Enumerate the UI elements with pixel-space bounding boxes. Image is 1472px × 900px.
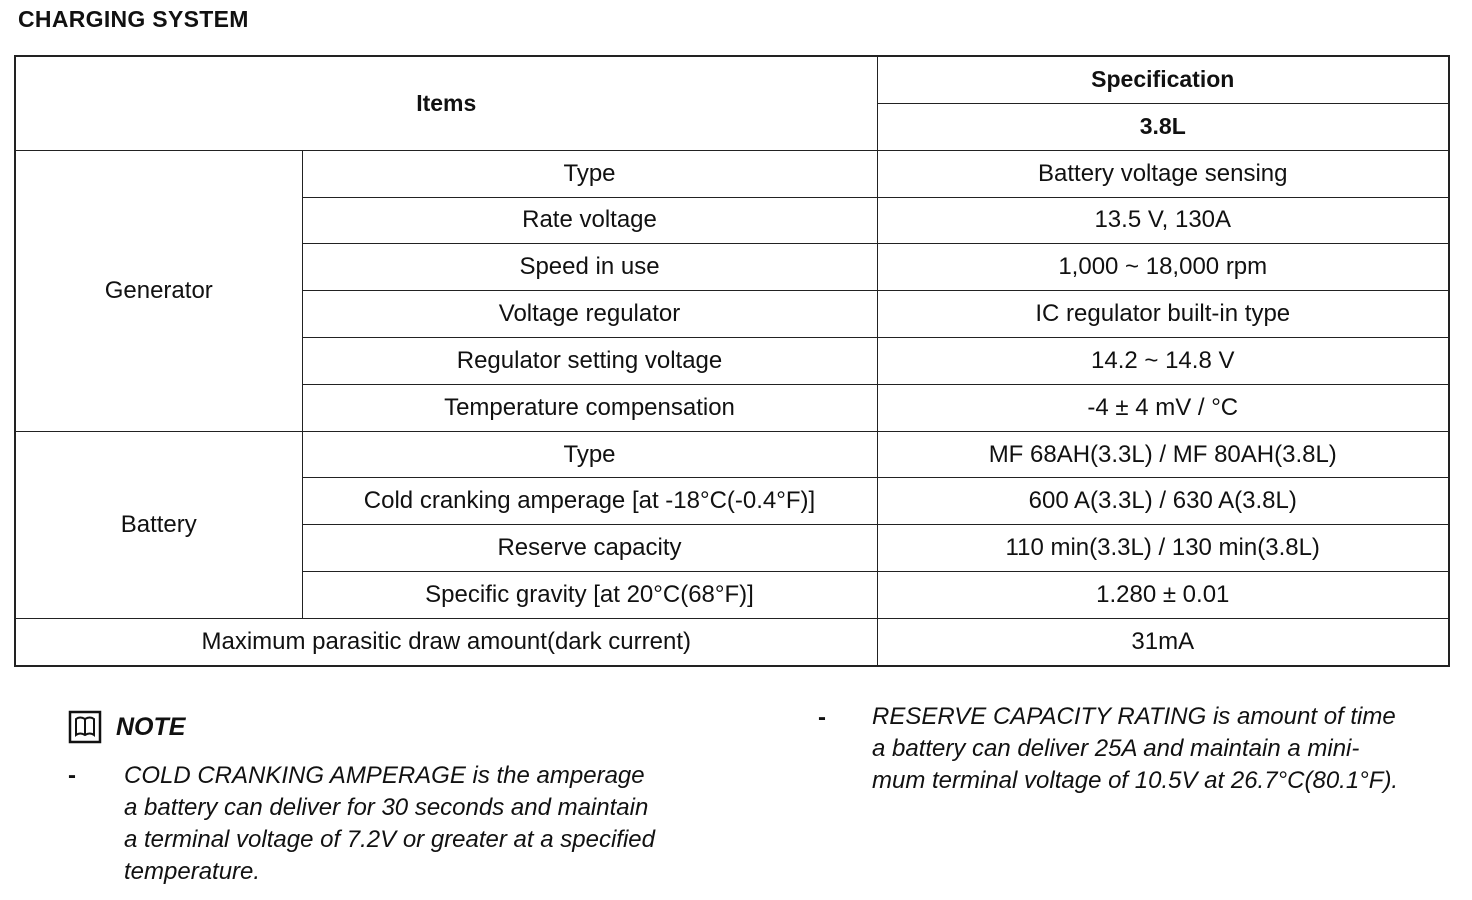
note-line: a battery can deliver 25A and maintain a mini- <box>872 735 1360 762</box>
table-row <box>15 150 1449 197</box>
spec-table <box>14 55 1450 667</box>
note-label: NOTE <box>116 712 186 741</box>
value-cell: 14.2 ~ 14.8 V <box>877 338 1449 385</box>
value-cell: 13.5 V, 130A <box>877 197 1449 244</box>
value-cell: -4 ± 4 mV / °C <box>877 384 1449 431</box>
item-cell: Temperature compensation <box>302 384 877 431</box>
value-cell: IC regulator built-in type <box>877 291 1449 338</box>
bullet: - <box>818 704 826 731</box>
note-line: mum terminal voltage of 10.5V at 26.7°C(80.1°F). <box>872 767 1399 794</box>
header-engine: 3.8L <box>877 103 1449 150</box>
item-cell: Type <box>302 150 877 197</box>
group-battery: Battery <box>15 431 302 618</box>
value-cell: 600 A(3.3L) / 630 A(3.8L) <box>877 478 1449 525</box>
value-cell: 1,000 ~ 18,000 rpm <box>877 244 1449 291</box>
value-cell: MF 68AH(3.3L) / MF 80AH(3.8L) <box>877 431 1449 478</box>
bullet: - <box>68 762 76 789</box>
table-row <box>15 618 1449 666</box>
item-cell-parasitic: Maximum parasitic draw amount(dark current) <box>15 618 877 666</box>
group-generator: Generator <box>15 150 302 431</box>
item-cell: Type <box>302 431 877 478</box>
note-item-reserve-capacity <box>872 701 1398 797</box>
note-line: temperature. <box>124 858 261 885</box>
header-items: Items <box>15 56 877 150</box>
value-cell-parasitic: 31mA <box>877 618 1449 666</box>
note-line: COLD CRANKING AMPERAGE is the amperage <box>124 762 645 789</box>
value-cell: Battery voltage sensing <box>877 150 1449 197</box>
note-line: RESERVE CAPACITY RATING is amount of time <box>872 703 1396 730</box>
item-cell: Speed in use <box>302 244 877 291</box>
item-cell: Rate voltage <box>302 197 877 244</box>
header-specification: Specification <box>877 56 1449 103</box>
value-cell: 1.280 ± 0.01 <box>877 572 1449 619</box>
note-line: a terminal voltage of 7.2V or greater at a specified <box>124 826 655 853</box>
item-cell: Regulator setting voltage <box>302 338 877 385</box>
book-icon <box>68 710 102 744</box>
note-header <box>68 710 185 744</box>
section-title: CHARGING SYSTEM <box>18 6 249 32</box>
note-item-cold-cranking <box>124 760 655 888</box>
note-line: a battery can deliver for 30 seconds and maintain <box>124 794 649 821</box>
header-row <box>15 56 1449 103</box>
item-cell: Specific gravity [at 20°C(68°F)] <box>302 572 877 619</box>
item-cell: Voltage regulator <box>302 291 877 338</box>
item-cell: Reserve capacity <box>302 525 877 572</box>
table-row <box>15 431 1449 478</box>
value-cell: 110 min(3.3L) / 130 min(3.8L) <box>877 525 1449 572</box>
item-cell: Cold cranking amperage [at -18°C(-0.4°F)] <box>302 478 877 525</box>
